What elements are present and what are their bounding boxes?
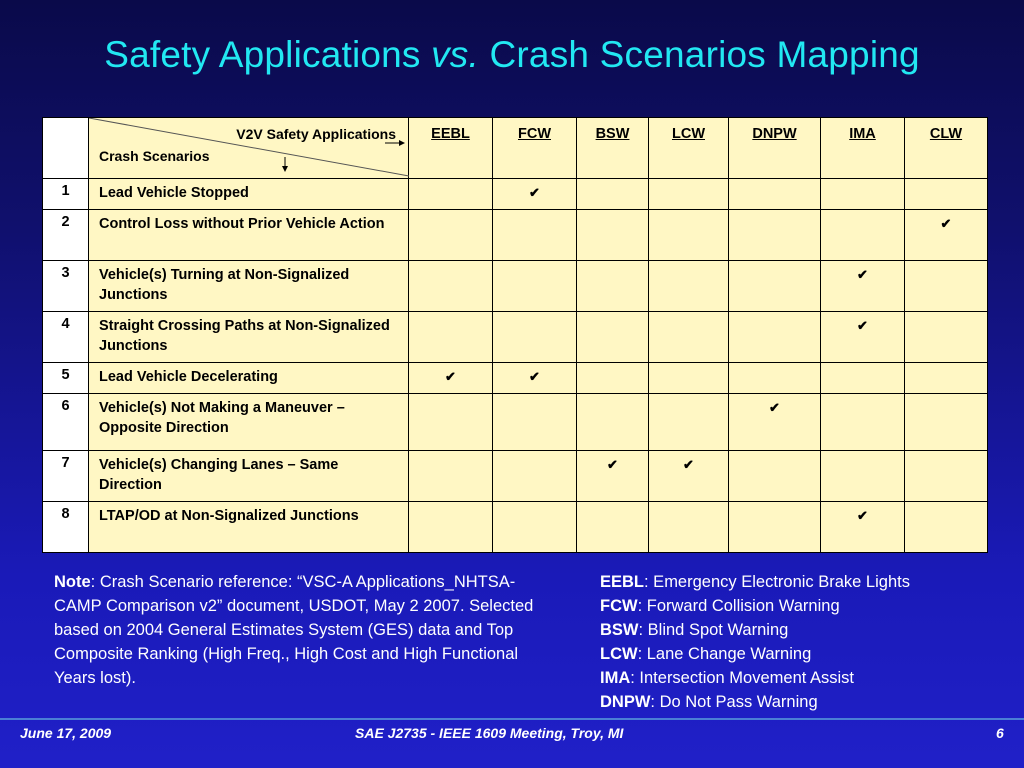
mapping-cell xyxy=(577,179,649,210)
check-icon: ✔ xyxy=(857,508,868,523)
title-prefix: Safety Applications xyxy=(104,34,432,75)
mapping-cell xyxy=(649,210,729,261)
table-row xyxy=(43,179,988,210)
legend-abbr: BSW xyxy=(600,621,639,639)
mapping-cell xyxy=(409,451,493,502)
table-row xyxy=(43,502,988,553)
mapping-cell xyxy=(729,210,821,261)
mapping-cell xyxy=(493,451,577,502)
mapping-cell xyxy=(821,261,905,312)
footer-divider xyxy=(0,718,1024,720)
mapping-cell xyxy=(821,394,905,451)
app-header: FCW xyxy=(493,118,577,179)
check-icon: ✔ xyxy=(445,369,456,384)
app-header: DNPW xyxy=(729,118,821,179)
footer-page-number: 6 xyxy=(996,725,1004,741)
row-number: 7 xyxy=(43,451,89,502)
row-number: 8 xyxy=(43,502,89,553)
mapping-cell xyxy=(649,261,729,312)
legend-abbr: LCW xyxy=(600,645,638,663)
app-header: IMA xyxy=(821,118,905,179)
legend-desc: : Emergency Electronic Brake Lights xyxy=(644,573,910,591)
check-icon: ✔ xyxy=(529,185,540,200)
check-icon: ✔ xyxy=(607,457,618,472)
note-block xyxy=(54,570,544,690)
app-header: CLW xyxy=(905,118,988,179)
check-icon: ✔ xyxy=(940,216,952,231)
check-icon: ✔ xyxy=(769,400,780,415)
mapping-cell xyxy=(649,502,729,553)
legend-item xyxy=(600,570,1000,594)
check-icon: ✔ xyxy=(857,267,868,282)
table-row xyxy=(43,210,988,261)
app-header: EEBL xyxy=(409,118,493,179)
crash-scenario: Control Loss without Prior Vehicle Action xyxy=(89,210,409,261)
app-header: BSW xyxy=(577,118,649,179)
row-number: 6 xyxy=(43,394,89,451)
header-row xyxy=(43,118,988,179)
legend-item xyxy=(600,666,1000,690)
mapping-cell xyxy=(821,210,905,261)
check-icon: ✔ xyxy=(857,318,868,333)
row-number: 4 xyxy=(43,312,89,363)
check-icon: ✔ xyxy=(529,369,540,384)
mapping-cell xyxy=(409,363,493,394)
crash-scenario: Vehicle(s) Changing Lanes – Same Direction xyxy=(89,451,409,502)
table-row xyxy=(43,451,988,502)
mapping-cell xyxy=(493,363,577,394)
mapping-cell xyxy=(905,363,988,394)
mapping-cell xyxy=(577,363,649,394)
mapping-cell xyxy=(729,312,821,363)
row-number: 1 xyxy=(43,179,89,210)
legend-item xyxy=(600,690,1000,714)
mapping-cell xyxy=(905,261,988,312)
legend-abbr: IMA xyxy=(600,669,631,687)
crash-scenario: LTAP/OD at Non-Signalized Junctions xyxy=(89,502,409,553)
mapping-cell xyxy=(905,210,988,261)
crash-scenario: Lead Vehicle Decelerating xyxy=(89,363,409,394)
table-row xyxy=(43,394,988,451)
mapping-cell xyxy=(905,394,988,451)
mapping-cell xyxy=(905,502,988,553)
mapping-cell xyxy=(577,451,649,502)
note-label: Note xyxy=(54,573,91,591)
mapping-cell xyxy=(409,502,493,553)
mapping-cell xyxy=(409,394,493,451)
mapping-cell xyxy=(649,394,729,451)
mapping-cell xyxy=(821,502,905,553)
mapping-cell xyxy=(409,261,493,312)
legend-desc: : Forward Collision Warning xyxy=(637,597,840,615)
mapping-table xyxy=(42,117,988,553)
mapping-cell xyxy=(649,312,729,363)
legend-item xyxy=(600,594,1000,618)
legend-desc: : Intersection Movement Assist xyxy=(630,669,855,687)
mapping-cell xyxy=(493,312,577,363)
mapping-cell xyxy=(577,312,649,363)
crash-scenario: Vehicle(s) Turning at Non-Signalized Junctions xyxy=(89,261,409,312)
mapping-cell xyxy=(493,502,577,553)
mapping-cell xyxy=(409,179,493,210)
legend-abbr: FCW xyxy=(600,597,638,615)
table-row xyxy=(43,261,988,312)
mapping-cell xyxy=(577,261,649,312)
title-suffix: Crash Scenarios Mapping xyxy=(479,34,920,75)
mapping-cell xyxy=(577,394,649,451)
mapping-cell xyxy=(729,179,821,210)
mapping-cell xyxy=(729,261,821,312)
slide-title xyxy=(0,34,1024,76)
legend-item xyxy=(600,642,1000,666)
mapping-cell xyxy=(905,312,988,363)
legend-abbr: DNPW xyxy=(600,693,651,711)
app-header: LCW xyxy=(649,118,729,179)
mapping-cell xyxy=(821,312,905,363)
table-row xyxy=(43,312,988,363)
mapping-cell xyxy=(821,363,905,394)
legend-desc: : Do Not Pass Warning xyxy=(650,693,818,711)
mapping-cell xyxy=(493,394,577,451)
mapping-cell xyxy=(729,394,821,451)
mapping-cell xyxy=(577,210,649,261)
mapping-cell xyxy=(493,210,577,261)
mapping-cell xyxy=(729,451,821,502)
abbreviation-legend xyxy=(600,570,1000,714)
table-row xyxy=(43,363,988,394)
mapping-cell xyxy=(409,210,493,261)
crash-scenario: Lead Vehicle Stopped xyxy=(89,179,409,210)
mapping-cell xyxy=(729,363,821,394)
row-number: 3 xyxy=(43,261,89,312)
row-number: 5 xyxy=(43,363,89,394)
footer-date: June 17, 2009 xyxy=(20,725,112,741)
mapping-cell xyxy=(905,451,988,502)
corner-scenarios-label: Crash Scenarios xyxy=(99,148,210,164)
mapping-cell xyxy=(493,179,577,210)
legend-desc: : Lane Change Warning xyxy=(637,645,812,663)
corner-applications-label: V2V Safety Applications xyxy=(236,126,396,142)
footer-meeting: SAE J2735 - IEEE 1609 Meeting, Troy, MI xyxy=(355,725,624,741)
legend-item xyxy=(600,618,1000,642)
row-number: 2 xyxy=(43,210,89,261)
legend-desc: : Blind Spot Warning xyxy=(638,621,789,639)
mapping-cell xyxy=(649,363,729,394)
crash-scenario: Straight Crossing Paths at Non-Signalized Junctions xyxy=(89,312,409,363)
mapping-cell xyxy=(821,451,905,502)
title-vs: vs. xyxy=(431,34,479,75)
mapping-cell xyxy=(729,502,821,553)
mapping-cell xyxy=(905,179,988,210)
mapping-cell xyxy=(649,451,729,502)
mapping-cell xyxy=(577,502,649,553)
mapping-cell xyxy=(493,261,577,312)
crash-scenario: Vehicle(s) Not Making a Maneuver – Opposite Direction xyxy=(89,394,409,451)
note-text: : Crash Scenario reference: “VSC-A Applications_NHTSA-CAMP Comparison v2” document, USDOT, May 2 2007. Selected based on 2004 General Estimates System (GES) data and Top Composite Ranking (High Freq., High Cost and High Functional Years lost). xyxy=(54,573,534,687)
mapping-cell xyxy=(409,312,493,363)
check-icon: ✔ xyxy=(683,457,694,472)
header-num-cell xyxy=(43,118,89,179)
header-corner-cell xyxy=(89,118,409,179)
legend-abbr: EEBL xyxy=(600,573,645,591)
mapping-cell xyxy=(649,179,729,210)
mapping-cell xyxy=(821,179,905,210)
